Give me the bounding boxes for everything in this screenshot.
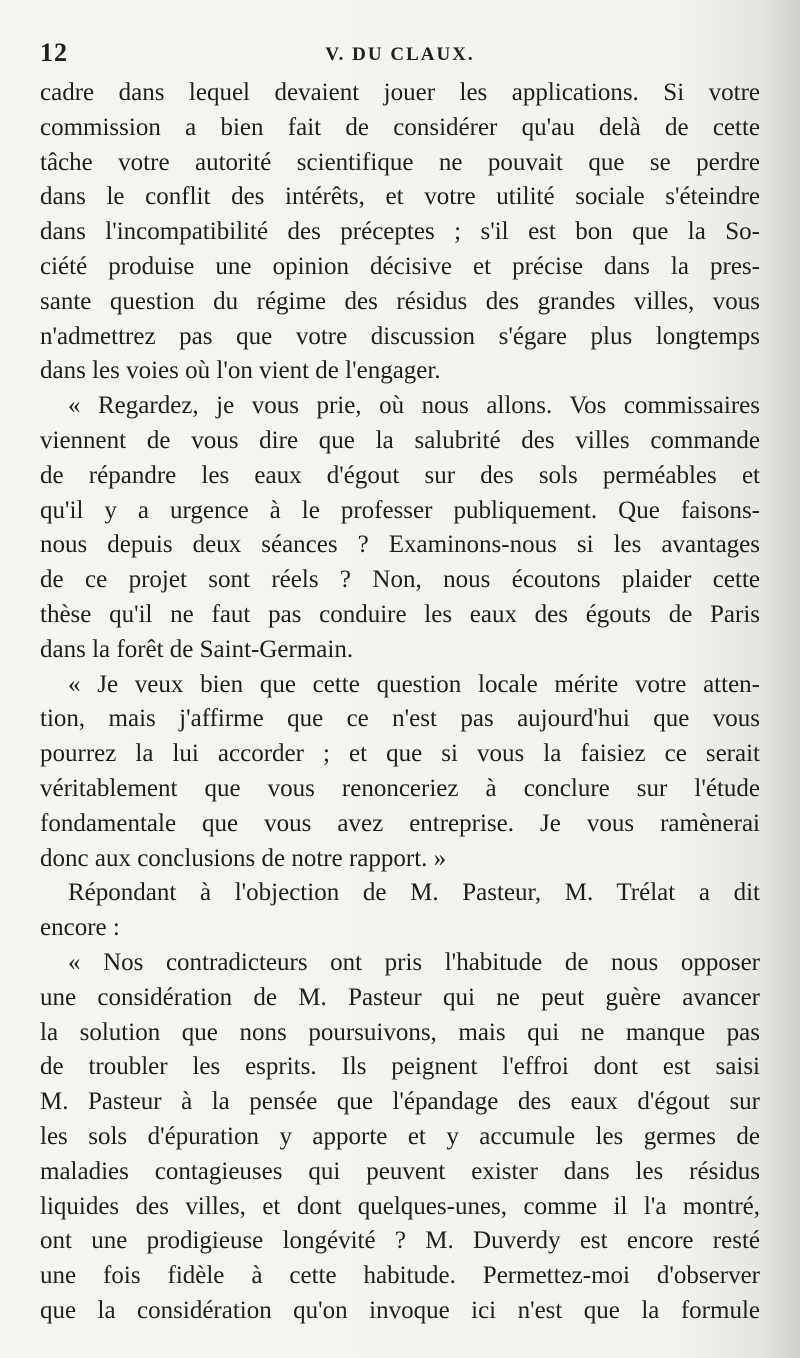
text-line: de troubler les esprits. Ils peignent l'effroi dont est saisi	[40, 1053, 760, 1081]
page-header	[40, 38, 760, 68]
text-line: tâche votre autorité scientifique ne pouvait que se perdre	[40, 148, 760, 176]
text-line: tion, mais j'affirme que ce n'est pas aujourd'hui que vous	[40, 705, 760, 733]
text-line: de répandre les eaux d'égout sur des sols perméables et	[40, 461, 760, 489]
text-line: « Regardez, je vous prie, où nous allons. Vos commissaires	[68, 392, 760, 420]
text-line: viennent de vous dire que la salubrité des villes commande	[40, 426, 760, 454]
text-line: dans la forêt de Saint-Germain.	[40, 635, 354, 663]
text-line: nous depuis deux séances ? Examinons-nous si les avantages	[40, 531, 760, 559]
running-head: V. DU CLAUX.	[325, 44, 475, 65]
text-line: maladies contagieuses qui peuvent exister dans les résidus	[40, 1157, 760, 1185]
text-line: de ce projet sont réels ? Non, nous écoutons plaider cette	[40, 566, 760, 594]
text-line: thèse qu'il ne faut pas conduire les eaux des égouts de Paris	[40, 600, 760, 628]
text-line: pourrez la lui accorder ; et que si vous la faisiez ce serait	[40, 740, 760, 768]
text-line: Répondant à l'objection de M. Pasteur, M. Trélat a dit	[68, 879, 760, 907]
text-line: « Je veux bien que cette question locale mérite votre atten-	[68, 670, 760, 698]
text-line: que la considération qu'on invoque ici n'est que la formule	[40, 1296, 760, 1324]
text-line: donc aux conclusions de notre rapport. »	[40, 844, 447, 872]
body-text	[40, 76, 760, 1329]
text-line: M. Pasteur à la pensée que l'épandage des eaux d'égout sur	[40, 1088, 760, 1116]
text-line: une considération de M. Pasteur qui ne peut guère avancer	[40, 983, 760, 1011]
text-line: véritablement que vous renonceriez à conclure sur l'étude	[40, 774, 760, 802]
text-line: liquides des villes, et dont quelques-unes, comme il l'a montré,	[40, 1192, 760, 1220]
text-line: ciété produise une opinion décisive et précise dans la pres-	[40, 252, 760, 280]
text-line: encore :	[40, 914, 120, 942]
text-line: cadre dans lequel devaient jouer les applications. Si votre	[40, 79, 760, 106]
text-line: n'admettrez pas que votre discussion s'égare plus longtemps	[40, 322, 760, 350]
text-line: ont une prodigieuse longévité ? M. Duverdy est encore resté	[40, 1227, 760, 1255]
text-line: dans le conflit des intérêts, et votre utilité sociale s'éteindre	[40, 183, 760, 211]
text-line: la solution que nons poursuivons, mais qui ne manque pas	[40, 1018, 760, 1046]
text-line: une fois fidèle à cette habitude. Permettez-moi d'observer	[40, 1262, 760, 1290]
text-line: les sols d'épuration y apporte et y accumule les germes de	[40, 1122, 760, 1150]
text-line: commission a bien fait de considérer qu'au delà de cette	[40, 113, 760, 141]
text-line: qu'il y a urgence à le professer publiquement. Que faisons-	[40, 496, 760, 524]
text-line: fondamentale que vous avez entreprise. Je vous ramènerai	[40, 809, 760, 837]
page-number: 12	[40, 38, 68, 67]
text-line: dans les voies où l'on vient de l'engager.	[40, 357, 441, 385]
text-line: dans l'incompatibilité des préceptes ; s'il est bon que la So-	[40, 218, 760, 246]
text-line: « Nos contradicteurs ont pris l'habitude de nous opposer	[68, 948, 760, 976]
text-line: sante question du régime des résidus des grandes villes, vous	[40, 287, 760, 315]
